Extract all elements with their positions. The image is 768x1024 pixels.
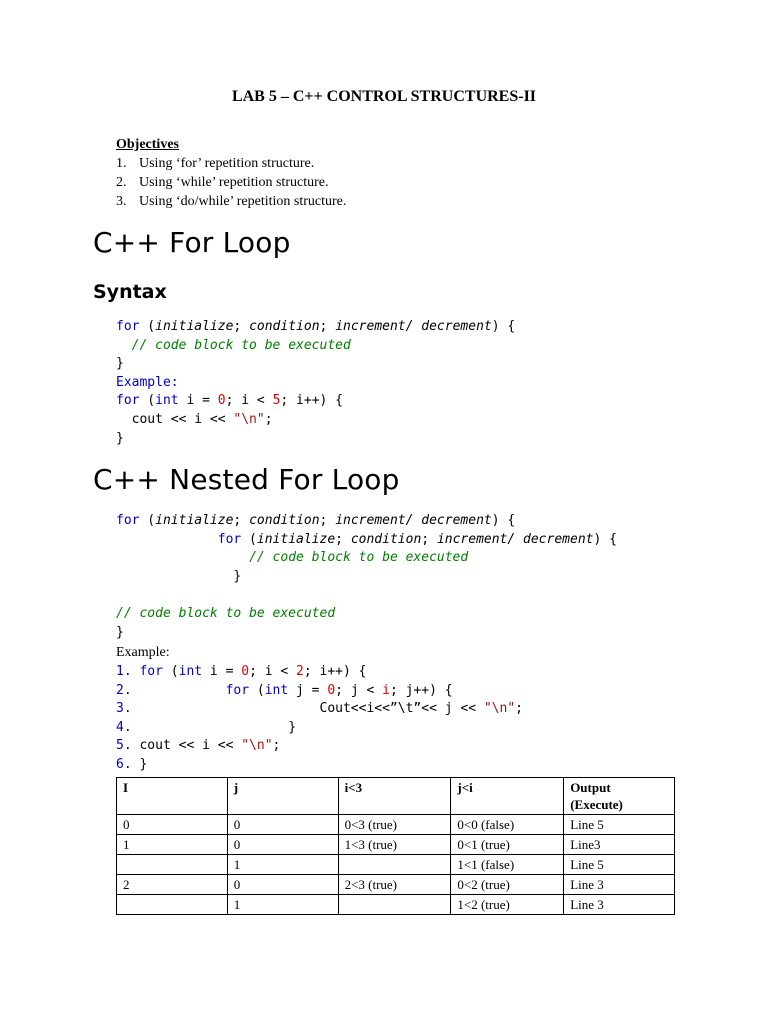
table-cell xyxy=(117,855,228,875)
table-cell: Line 3 xyxy=(564,895,675,915)
table-cell: 0<2 (true) xyxy=(451,875,564,895)
table-header: j xyxy=(227,778,338,815)
table-header: i<3 xyxy=(338,778,451,815)
table-cell: 0<3 (true) xyxy=(338,815,451,835)
for-loop-heading: C++ For Loop xyxy=(93,226,291,259)
table-header: Output (Execute) xyxy=(564,778,675,815)
nested-example-label: Example: xyxy=(116,645,170,660)
table-cell: 2 xyxy=(117,875,228,895)
table-cell: 1 xyxy=(117,835,228,855)
table-cell: 0<0 (false) xyxy=(451,815,564,835)
table-cell: 2<3 (true) xyxy=(338,875,451,895)
table-row xyxy=(117,855,675,875)
table-cell: 0 xyxy=(117,815,228,835)
table-row xyxy=(117,875,675,895)
table-row xyxy=(117,815,675,835)
table-cell xyxy=(117,895,228,915)
table-cell: 0 xyxy=(227,815,338,835)
table-header-row xyxy=(117,778,675,815)
table-cell: 1<1 (false) xyxy=(451,855,564,875)
objectives-heading: Objectives xyxy=(116,137,179,152)
objective-item xyxy=(116,194,346,210)
for-syntax-code: for (initialize; condition; increment/ decrement) { // code block to be executed } Example: for (int i = 0; i < 5; i++) { cout << i << "\n"; } xyxy=(116,319,516,446)
table-cell: Line 5 xyxy=(564,855,675,875)
objective-number: 1. xyxy=(116,156,127,171)
objective-item xyxy=(116,175,328,191)
table-cell xyxy=(338,895,451,915)
objective-number: 3. xyxy=(116,194,127,209)
objective-text: Using ‘do/while’ repetition structure. xyxy=(139,194,347,209)
nested-syntax-code: for (initialize; condition; increment/ decrement) { for (initialize; condition; increment/ decrement) { // code block to be executed } // code block to be executed } xyxy=(116,513,617,640)
objective-number: 2. xyxy=(116,175,127,190)
nested-example-code: 1. for (int i = 0; i < 2; i++) { 2. for (int j = 0; j < i; j++) { 3. Cout<<i<<”\t”<< j << "\n"; 4. } 5. cout << i << "\n"; 6. } xyxy=(116,664,523,772)
table-cell: 1<3 (true) xyxy=(338,835,451,855)
table-header: I xyxy=(117,778,228,815)
objective-text: Using ‘for’ repetition structure. xyxy=(139,156,315,171)
table-cell: 1<2 (true) xyxy=(451,895,564,915)
table-header: j<i xyxy=(451,778,564,815)
trace-table xyxy=(116,777,675,915)
table-row xyxy=(117,895,675,915)
table-cell: Line 5 xyxy=(564,815,675,835)
table-cell: Line3 xyxy=(564,835,675,855)
nested-loop-heading: C++ Nested For Loop xyxy=(93,463,400,496)
page-title: LAB 5 – C++ CONTROL STRUCTURES-II xyxy=(231,88,537,105)
table-cell: 0<1 (true) xyxy=(451,835,564,855)
table-row xyxy=(117,835,675,855)
table-cell xyxy=(338,855,451,875)
table-cell: 0 xyxy=(227,835,338,855)
objective-item xyxy=(116,156,314,172)
table-cell: 1 xyxy=(227,855,338,875)
table-cell: 0 xyxy=(227,875,338,895)
table-cell: 1 xyxy=(227,895,338,915)
syntax-heading: Syntax xyxy=(93,281,167,303)
objective-text: Using ‘while’ repetition structure. xyxy=(139,175,329,190)
table-cell: Line 3 xyxy=(564,875,675,895)
